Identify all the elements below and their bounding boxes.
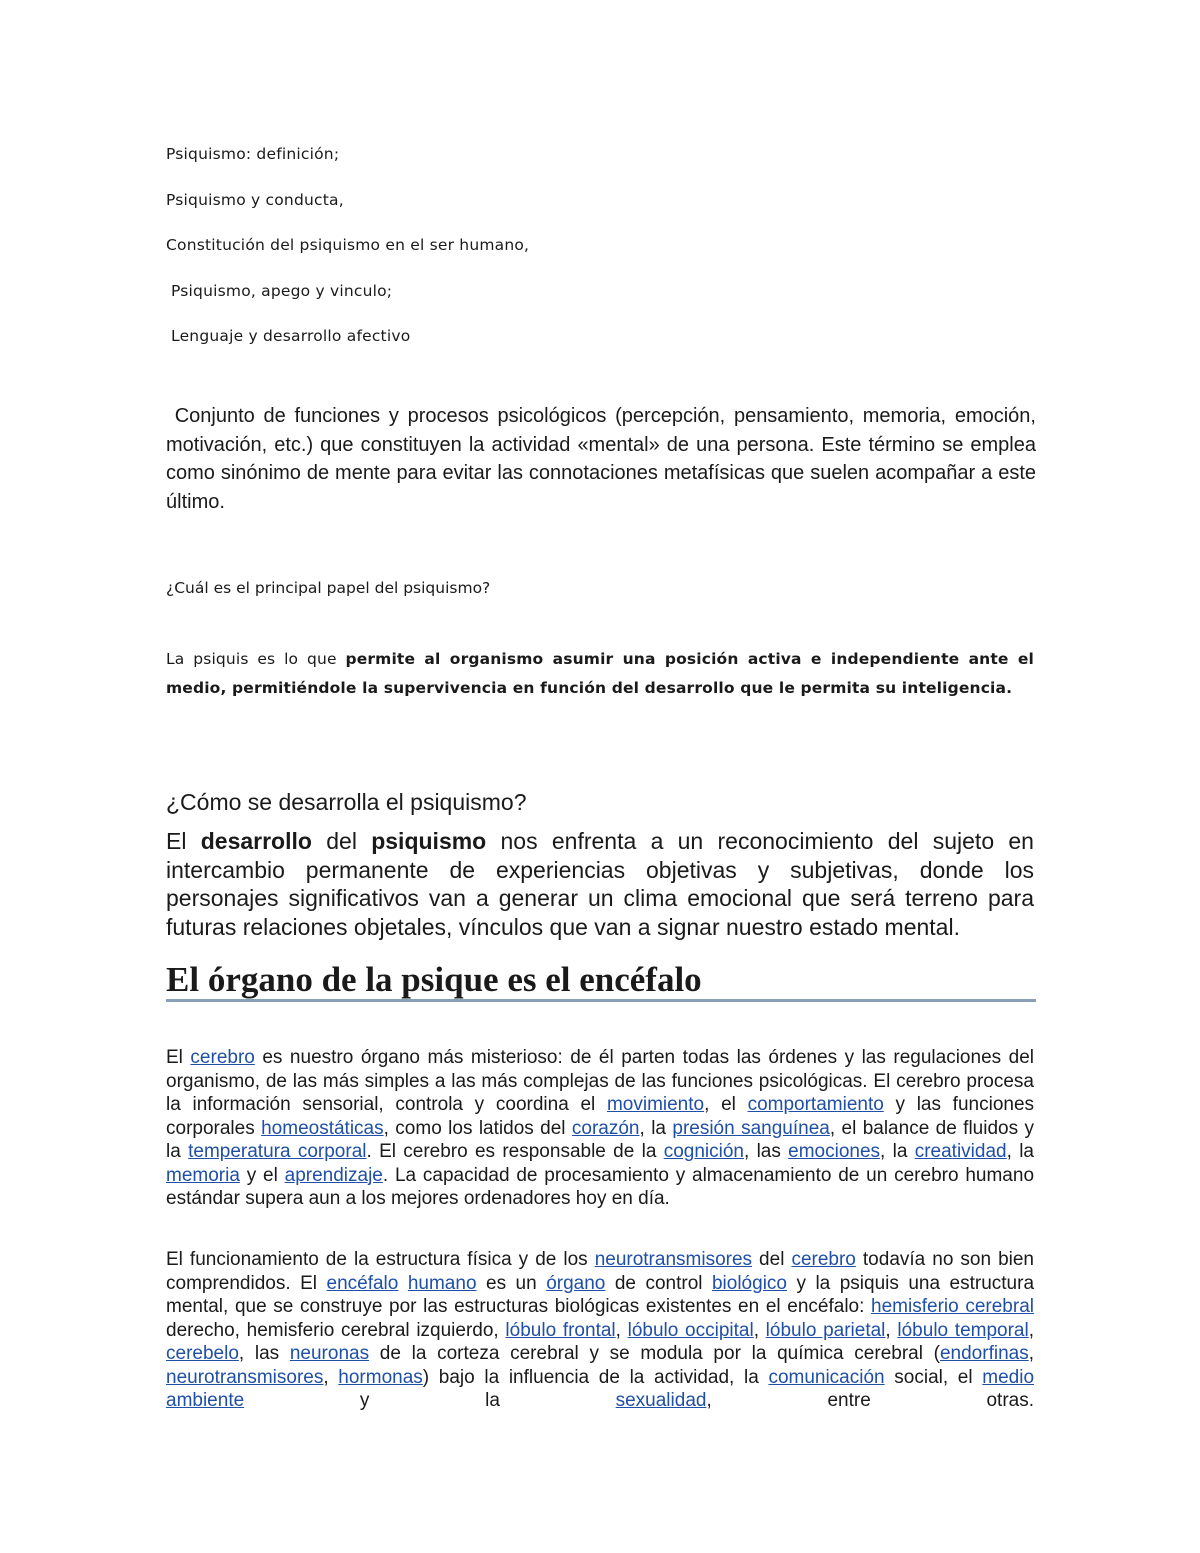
text-run: de control (605, 1272, 712, 1294)
text-run: social, el (884, 1366, 983, 1388)
text-run: , (1028, 1319, 1035, 1341)
text-run: , la (1006, 1141, 1034, 1162)
question-main-role: ¿Cuál es el principal papel del psiquismo? (166, 579, 491, 597)
link-sexualidad[interactable]: sexualidad (615, 1390, 707, 1411)
text-run: , (1028, 1343, 1034, 1364)
link-cerebro[interactable]: cerebro (791, 1249, 856, 1270)
answer-bold: permite al organismo asumir una posición activa e independiente ante el medio, permitiéndole la supervivencia en función del desarrollo que le permita su inteligencia. (166, 650, 1034, 697)
link-lobulo-temporal[interactable]: lóbulo temporal (897, 1319, 1029, 1341)
answer-development (166, 827, 1034, 941)
link-neuronas[interactable]: neuronas (289, 1343, 370, 1364)
text-run: , las (743, 1141, 789, 1162)
link-hormonas[interactable]: hormonas (338, 1366, 423, 1388)
link-hemisferio-cerebral[interactable]: hemisferio cerebral (871, 1296, 1034, 1317)
link-creatividad[interactable]: creatividad (914, 1141, 1007, 1162)
text-run: , el balance de fluidos y la (166, 1117, 1034, 1162)
link-emociones[interactable]: emociones (788, 1141, 881, 1162)
link-presion-sanguinea[interactable]: presión sanguínea (672, 1117, 830, 1139)
brain-paragraph (166, 1046, 1034, 1211)
link-lobulo-parietal[interactable]: lóbulo parietal (765, 1319, 886, 1341)
answer-lead: La psiquis es lo que (166, 650, 346, 668)
text-run: ) bajo la influencia de la actividad, la (422, 1366, 769, 1388)
link-aprendizaje[interactable]: aprendizaje (284, 1164, 383, 1186)
text-run: del (752, 1249, 792, 1270)
section-heading: El órgano de la psique es el encéfalo (166, 960, 702, 999)
link-corazon[interactable]: corazón (571, 1117, 640, 1139)
text-run: , (753, 1319, 766, 1341)
link-medio-ambiente[interactable]: medio ambiente (166, 1366, 1035, 1411)
link-memoria[interactable]: memoria (166, 1164, 240, 1186)
text-run: todavía no son bien comprendidos. El (166, 1249, 1035, 1294)
definition-text: Conjunto de funciones y procesos psicológicos (percepción, pensamiento, memoria, emoción, motivación, etc.) que constituyen la actividad «mental» de una persona. Este término se emplea como sinónimo de mente para evitar las connotaciones metafísicas que suelen acompañar a este último. (166, 405, 1036, 513)
answer-main-role (166, 645, 1034, 703)
link-lobulo-frontal[interactable]: lóbulo frontal (505, 1319, 616, 1341)
text-run: derecho, hemisferio cerebral izquierdo, (166, 1319, 506, 1341)
topic-item: Lenguaje y desarrollo afectivo (171, 327, 411, 345)
definition-paragraph (166, 402, 1036, 516)
text-run: y la psiquis una estructura mental, que se construye por las estructuras biológicas existentes en el encéfalo: (166, 1272, 1035, 1317)
link-cerebro[interactable]: cerebro (190, 1047, 255, 1068)
topic-item: Psiquismo y conducta, (166, 190, 344, 209)
answer-text: del (311, 828, 372, 854)
link-organo[interactable]: órgano (546, 1272, 606, 1294)
link-humano[interactable]: humano (407, 1272, 477, 1294)
text-run: es un (476, 1272, 547, 1294)
topic-item: Psiquismo, apego y vinculo; (171, 281, 393, 300)
text-run: . La capacidad de procesamiento y almacenamiento de un cerebro humano estándar supera aun a los mejores ordenadores hoy en día. (166, 1164, 1035, 1209)
text-run: y la (244, 1390, 616, 1411)
link-lobulo-occipital[interactable]: lóbulo occipital (627, 1319, 754, 1341)
link-cognicion[interactable]: cognición (663, 1141, 744, 1162)
text-run: , (323, 1366, 339, 1388)
link-neurotransmisores[interactable]: neurotransmisores (166, 1366, 324, 1388)
topic-item: Constitución del psiquismo en el ser humano, (166, 236, 530, 254)
text-run: es nuestro órgano más misterioso: de él parten todas las órdenes y las regulaciones del organismo, de las más simples a las más complejas de las funciones psicológicas. El cerebro procesa la información sensorial, controla y coordina el (166, 1047, 1034, 1115)
topic-item: Psiquismo: definición; (166, 145, 340, 163)
answer-text: nos enfrenta a un reconocimiento del sujeto en intercambio permanente de experiencias objetivas y subjetivas, donde los personajes significativos van a generar un clima emocional que será terreno para futuras relaciones objetales, vínculos que van a signar nuestro estado mental. (166, 828, 1034, 940)
answer-bold-term: desarrollo (200, 828, 312, 854)
link-endorfinas[interactable]: endorfinas (939, 1343, 1029, 1364)
link-biologico[interactable]: biológico (711, 1272, 787, 1294)
text-run: , la (880, 1141, 915, 1162)
text-run: , la (639, 1117, 673, 1139)
text-run: , las (238, 1343, 290, 1364)
text-run: de la corteza cerebral y se modula por la química cerebral ( (369, 1343, 940, 1364)
text-run: El funcionamiento de la estructura física y de los (166, 1249, 595, 1270)
link-temperatura-corporal[interactable]: temperatura corporal (188, 1141, 367, 1162)
text-run: y las funciones corporales (166, 1094, 1035, 1139)
text-run: . El cerebro es responsable de la (366, 1141, 664, 1162)
link-comportamiento[interactable]: comportamiento (747, 1094, 884, 1115)
answer-text: El (166, 828, 201, 854)
text-run: , (885, 1319, 898, 1341)
link-neurotransmisores[interactable]: neurotransmisores (594, 1249, 753, 1270)
answer-bold-term: psiquismo (371, 828, 487, 854)
link-encefalo[interactable]: encéfalo (326, 1272, 399, 1294)
text-run: , entre otras. (706, 1390, 1034, 1411)
text-run: , como los latidos del (383, 1117, 572, 1139)
question-development: ¿Cómo se desarrolla el psiquismo? (166, 789, 527, 815)
text-run: , (615, 1319, 628, 1341)
text-run: y el (239, 1164, 285, 1186)
function-paragraph (166, 1248, 1034, 1413)
link-homeostaticas[interactable]: homeostáticas (261, 1117, 384, 1139)
text-run: El (166, 1047, 191, 1068)
heading-underline (166, 999, 1036, 1002)
link-comunicacion[interactable]: comunicación (768, 1366, 885, 1388)
link-movimiento[interactable]: movimiento (606, 1094, 705, 1115)
text-run (398, 1273, 408, 1294)
topic-list (166, 142, 966, 370)
text-run: , el (704, 1094, 748, 1115)
link-cerebelo[interactable]: cerebelo (166, 1343, 239, 1364)
